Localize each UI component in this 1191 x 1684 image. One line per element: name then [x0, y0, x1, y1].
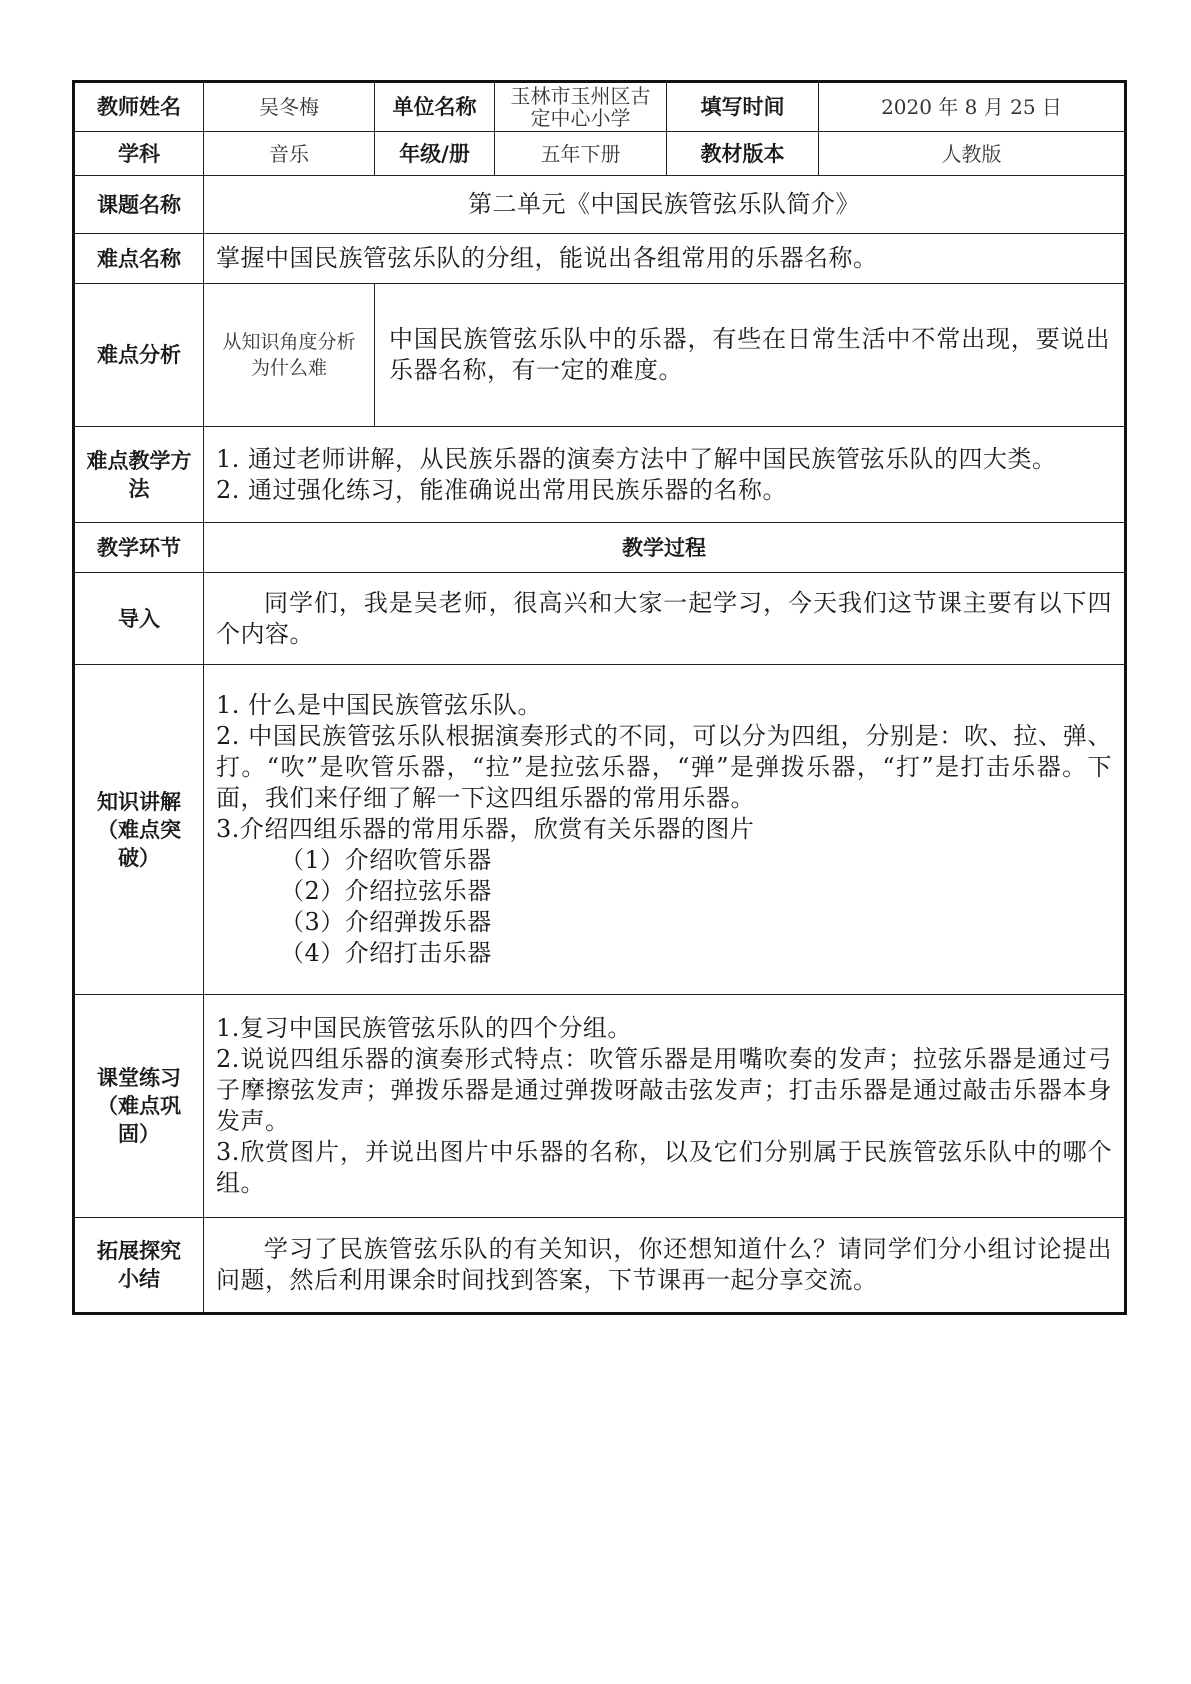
practice-row [74, 995, 1126, 1218]
process-label: 教学过程 [204, 523, 1126, 573]
grade-label: 年级/册 [375, 132, 495, 176]
header-row-1 [74, 82, 1126, 132]
intro-label: 导入 [74, 573, 204, 665]
knowledge-line-2: 2. 中国民族管弦乐队根据演奏形式的不同，可以分为四组，分别是：吹、拉、弹、打。“吹”是吹管乐器，“拉”是拉弦乐器，“弹”是弹拨乐器，“打”是打击乐器。下面，我们来仔细了解一下这四组乐器的常用乐器。 [216, 722, 1112, 812]
knowledge-row [74, 665, 1126, 995]
topic-label: 课题名称 [74, 176, 204, 234]
practice-line-1: 1.复习中国民族管弦乐队的四个分组。 [216, 1014, 632, 1042]
knowledge-sub-item-3: （3）介绍弹拨乐器 [280, 908, 492, 936]
extension-label: 拓展探究小结 [74, 1218, 204, 1314]
lesson-plan-table [72, 80, 1127, 1315]
method-line-1: 1. 通过老师讲解，从民族乐器的演奏方法中了解中国民族管弦乐队的四大类。 [216, 444, 1057, 473]
knowledge-sub-item-4: （4）介绍打击乐器 [280, 939, 492, 967]
process-header-row [74, 523, 1126, 573]
analysis-label: 难点分析 [74, 284, 204, 427]
method-content [204, 427, 1126, 523]
analysis-value: 中国民族管弦乐队中的乐器，有些在日常生活中不常出现，要说出乐器名称，有一定的难度。 [375, 284, 1126, 427]
difficulty-value: 掌握中国民族管弦乐队的分组，能说出各组常用的乐器名称。 [204, 234, 1126, 284]
practice-line-3: 3.欣赏图片，并说出图片中乐器的名称，以及它们分别属于民族管弦乐队中的哪个组。 [216, 1138, 1112, 1197]
teacher-name: 吴冬梅 [204, 82, 375, 132]
knowledge-sub-item-1: （1）介绍吹管乐器 [280, 846, 492, 874]
subject-value: 音乐 [204, 132, 375, 176]
extension-value: 学习了民族管弦乐队的有关知识，你还想知道什么？请同学们分小组讨论提出问题，然后利用课余时间找到答案，下节课再一起分享交流。 [204, 1218, 1126, 1314]
analysis-sub-label: 从知识角度分析为什么难 [204, 284, 375, 427]
method-label: 难点教学方法 [74, 427, 204, 523]
analysis-row [74, 284, 1126, 427]
knowledge-content [204, 665, 1126, 995]
date-label: 填写时间 [667, 82, 819, 132]
topic-row [74, 176, 1126, 234]
textbook-label: 教材版本 [667, 132, 819, 176]
teacher-label: 教师姓名 [74, 82, 204, 132]
knowledge-line-3: 3.介绍四组乐器的常用乐器，欣赏有关乐器的图片 [216, 815, 755, 843]
knowledge-label: 知识讲解（难点突破） [74, 665, 204, 995]
unit-label: 单位名称 [375, 82, 495, 132]
subject-label: 学科 [74, 132, 204, 176]
extension-row [74, 1218, 1126, 1314]
topic-value: 第二单元《中国民族管弦乐队简介》 [204, 176, 1126, 234]
intro-row [74, 573, 1126, 665]
intro-value: 同学们，我是吴老师，很高兴和大家一起学习，今天我们这节课主要有以下四个内容。 [204, 573, 1126, 665]
process-stage-label: 教学环节 [74, 523, 204, 573]
difficulty-row [74, 234, 1126, 284]
unit-name: 玉林市玉州区古定中心小学 [495, 82, 667, 132]
textbook-value: 人教版 [819, 132, 1126, 176]
difficulty-label: 难点名称 [74, 234, 204, 284]
practice-line-2: 2.说说四组乐器的演奏形式特点：吹管乐器是用嘴吹奏的发声；拉弦乐器是通过弓子摩擦弦发声；弹拨乐器是通过弹拨呀敲击弦发声；打击乐器是通过敲击乐器本身发声。 [216, 1045, 1112, 1135]
grade-value: 五年下册 [495, 132, 667, 176]
knowledge-line-1: 1. 什么是中国民族管弦乐队。 [216, 691, 543, 719]
header-row-2 [74, 132, 1126, 176]
practice-content [204, 995, 1126, 1218]
practice-label: 课堂练习（难点巩固） [74, 995, 204, 1218]
date-value: 2020 年 8 月 25 日 [819, 82, 1126, 132]
method-line-2: 2. 通过强化练习，能准确说出常用民族乐器的名称。 [216, 475, 788, 504]
knowledge-sub-item-2: （2）介绍拉弦乐器 [280, 877, 492, 905]
method-row [74, 427, 1126, 523]
